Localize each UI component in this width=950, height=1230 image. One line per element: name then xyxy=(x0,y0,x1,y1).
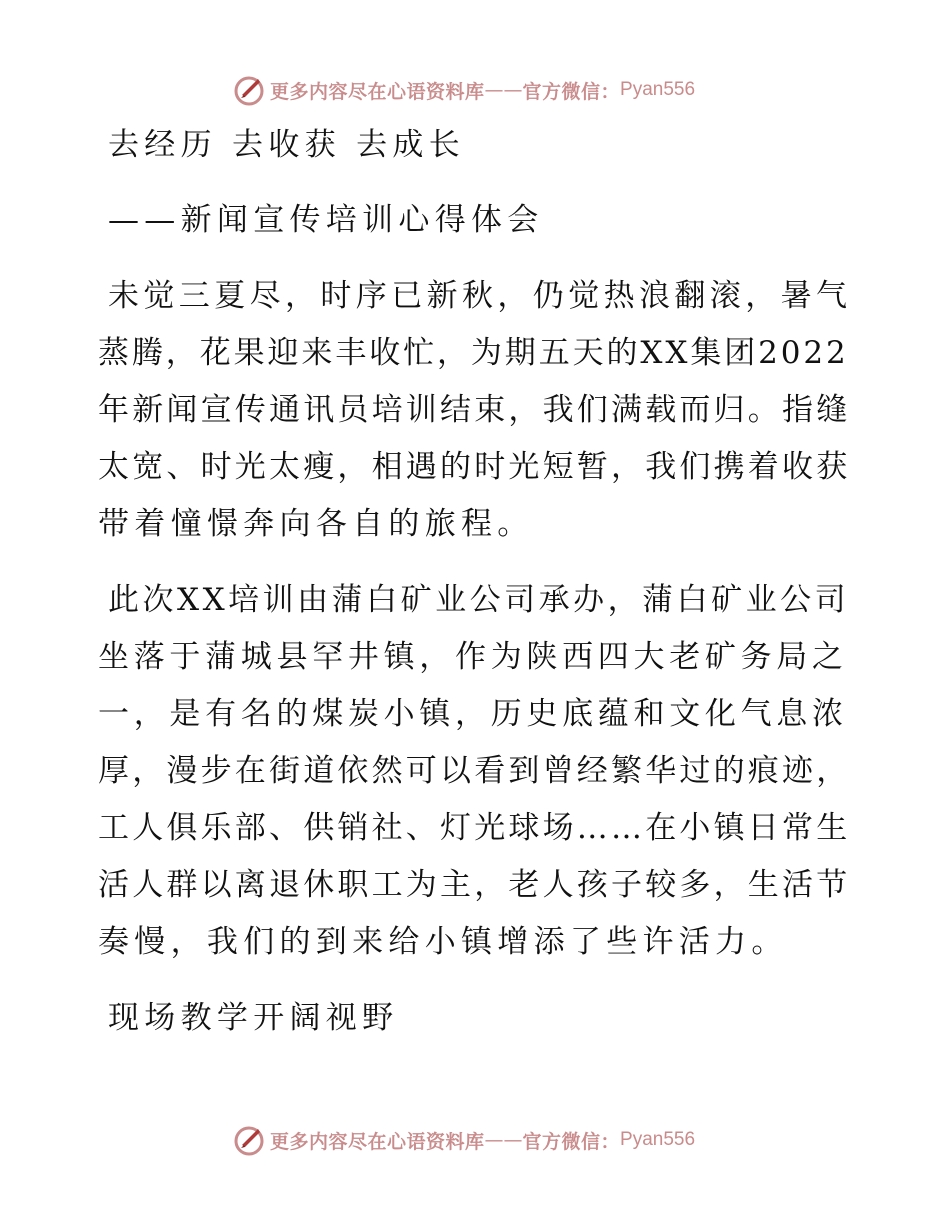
watermark-text: 更多内容尽在心语资料库 xyxy=(270,1130,485,1153)
paragraph-2-line: 厚，漫步在街道依然可以看到曾经繁华过的痕迹， xyxy=(98,753,851,789)
paragraph-2-line: 奏慢，我们的到来给小镇增添了些许活力。 xyxy=(98,924,788,960)
watermark-official: 官方微信： xyxy=(522,1130,621,1153)
watermark-dash: —— xyxy=(484,79,523,101)
watermark-footer xyxy=(232,1122,695,1158)
paragraph-1-line: 带着憧憬奔向各自的旅程。 xyxy=(98,506,534,542)
paragraph-1-line: 蒸腾，花果迎来丰收忙，为期五天的XX集团2022 xyxy=(98,335,849,371)
paragraph-1-line: 未觉三夏尽，时序已新秋，仍觉热浪翻滚，暑气 xyxy=(108,278,852,314)
document-subtitle: ——新闻宣传培训心得体会 xyxy=(108,202,544,238)
paragraph-2-line: 坐落于蒲城县罕井镇，作为陕西四大老矿务局之 xyxy=(98,639,848,675)
paragraph-1-line: 年新闻宣传通讯员培训结束，我们满载而归。指缝 xyxy=(98,392,851,428)
watermark-dash: —— xyxy=(484,1129,523,1151)
watermark-official: 官方微信： xyxy=(522,80,621,103)
paragraph-2-line: 工人俱乐部、供销社、灯光球场……在小镇日常生 xyxy=(98,810,851,846)
quill-logo-icon xyxy=(232,73,266,107)
paragraph-2-line: 活人群以离退休职工为主，老人孩子较多，生活节 xyxy=(98,867,851,903)
paragraph-2-line: 此次XX培训由蒲白矿业公司承办，蒲白矿业公司 xyxy=(108,582,850,618)
watermark-header xyxy=(232,72,695,108)
paragraph-1-line: 太宽、时光太瘦，相遇的时光短暂，我们携着收获 xyxy=(98,449,851,485)
watermark-id: Pyan556 xyxy=(620,79,696,100)
paragraph-2-line: 一，是有名的煤炭小镇，历史底蕴和文化气息浓 xyxy=(98,696,848,732)
section-heading: 现场教学开阔视野 xyxy=(108,1000,399,1036)
watermark-text: 更多内容尽在心语资料库 xyxy=(270,80,485,103)
document-title: 去经历 去收获 去成长 xyxy=(108,127,466,163)
watermark-id: Pyan556 xyxy=(620,1129,696,1150)
quill-logo-icon xyxy=(232,1123,266,1157)
